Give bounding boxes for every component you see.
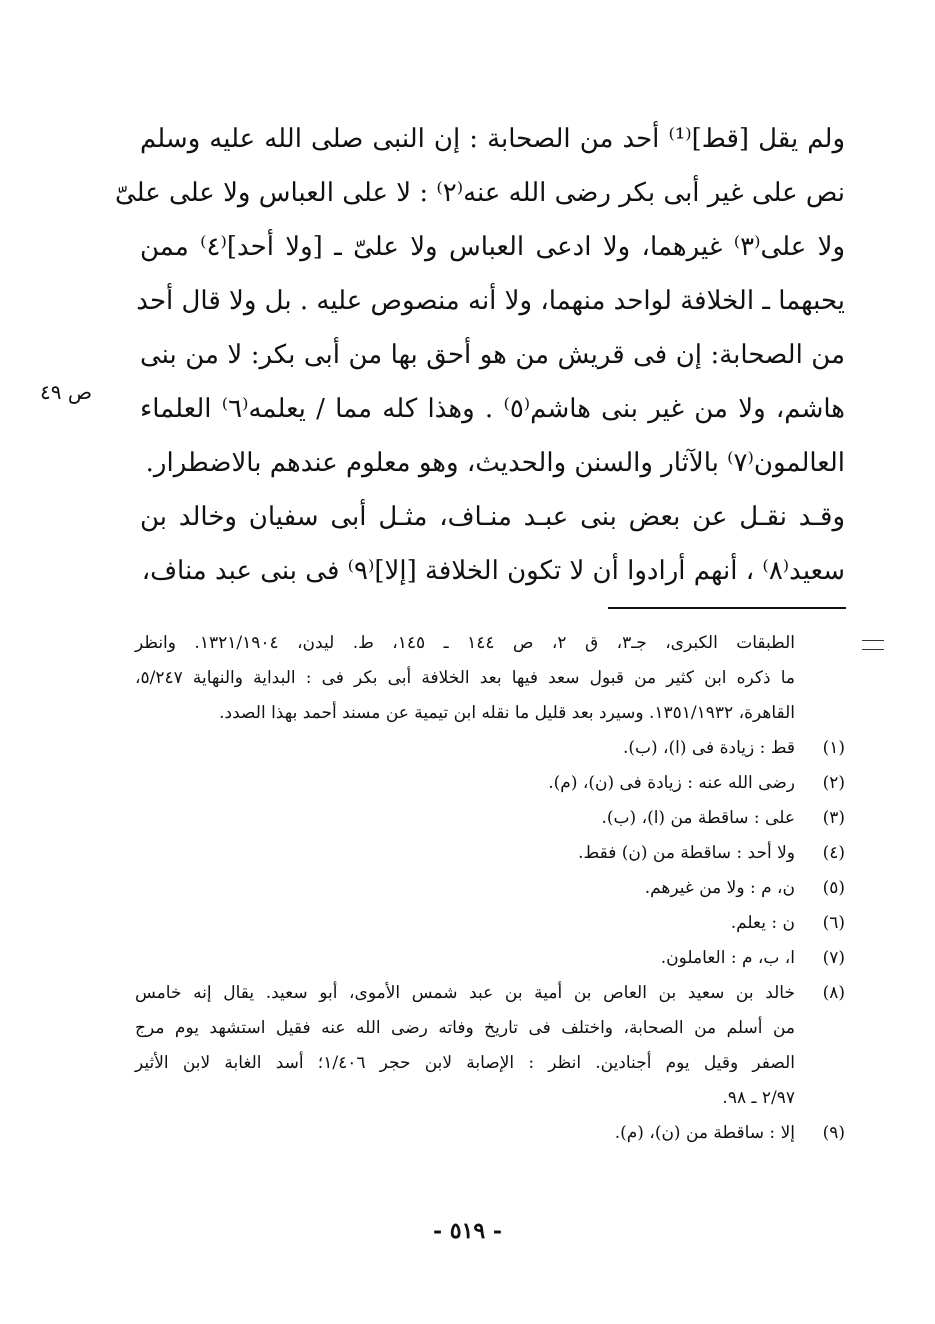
footnote-number: (٩) [822, 1123, 845, 1143]
footnote-text: ٢/٩٧ ـ ٩٨. [722, 1088, 795, 1108]
footnote-number: (١) [822, 738, 845, 758]
footnote-item [135, 871, 845, 906]
footnote-item [135, 1116, 845, 1151]
footnote-number: (٨) [822, 983, 845, 1003]
footnote-item [135, 941, 845, 976]
footnote-text: ولا أحد : ساقطة من (ن) فقط. [578, 843, 795, 863]
footnote-text: من أسلم من الصحابة، واختلف فى تاريخ وفاته رضى الله عنه فقيل استشهد يوم مرج [135, 1018, 795, 1038]
footnotes-section [135, 626, 845, 1151]
footnote-text: الصفر وقيل يوم أجنادين. انظر : الإصابة لابن حجر ١/٤٠٦؛ أسد الغابة لابن الأثير [135, 1053, 795, 1073]
footnote-text: خالد بن سعيد بن العاص بن أمية بن عبد شمس الأموى، أبو سعيد. يقال إنه خامس [135, 983, 795, 1003]
footnote-number: (٢) [822, 773, 845, 793]
source-note-line: الطبقات الكبرى، جـ٣، ق ٢، ص ١٤٤ ـ ١٤٥، ط. ليدن، ١٣٢١/١٩٠٤. وانظر [135, 633, 796, 653]
equals-marker [862, 640, 884, 650]
footnote-item [135, 731, 845, 766]
body-line: سعيد⁽٨⁾ ، أنهم أرادوا أن لا تكون الخلافة [إلا]⁽٩⁾ فى بنى عبد مناف، [141, 556, 845, 586]
body-line: وقـد نقـل عن بعض بنى عبـد منـاف، مثـل أبى سفيان وخالد بن [140, 502, 845, 532]
footnote-number: (٦) [822, 913, 845, 933]
source-note-line: القاهرة، ١٣٥١/١٩٣٢. وسيرد بعد قليل ما نقله ابن تيمية عن مسند أحمد بهذا الصدد. [219, 703, 795, 723]
source-note [135, 626, 845, 731]
margin-page-reference: ص ٤٩ [40, 380, 93, 404]
footnote-item [135, 976, 845, 1116]
footnote-item [135, 801, 845, 836]
footnote-separator-rule [608, 607, 846, 609]
footnote-number: (٣) [822, 808, 845, 828]
footnote-text: قط : زيادة فى (ا)، (ب). [622, 738, 795, 758]
page-number: - ٥١٩ - [432, 1218, 503, 1244]
footnote-text: إلا : ساقطة من (ن)، (م). [614, 1123, 795, 1143]
body-line: ولا على⁽٣⁾ غيرهما، ولا ادعى العباس ولا علىّ ـ [ولا أحد]⁽٤⁾ ممن [140, 232, 845, 262]
footnote-number: (٤) [822, 843, 845, 863]
body-line: ولم يقل [قط]⁽¹⁾ أحد من الصحابة : إن النبى صلى الله عليه وسلم [140, 124, 846, 154]
main-body-text [114, 112, 846, 598]
body-line: يحبهما ـ الخلافة لواحد منهما، ولا أنه منصوص عليه . بل ولا قال أحد [136, 286, 845, 316]
footnote-number: (٧) [822, 948, 845, 968]
footnote-item [135, 906, 845, 941]
body-line: هاشم، ولا من غير بنى هاشم⁽٥⁾ . وهذا كله مما / يعلمه⁽٦⁾ العلماء [140, 394, 846, 424]
footnote-text: على : ساقطة من (ا)، (ب). [601, 808, 795, 828]
footnote-text: رضى الله عنه : زيادة فى (ن)، (م). [548, 773, 795, 793]
body-line: العالمون⁽٧⁾ بالآثار والسنن والحديث، وهو معلوم عندهم بالاضطرار. [145, 448, 845, 478]
footnote-item [135, 766, 845, 801]
footnote-item [135, 836, 845, 871]
footnote-text: ا، ب، م : العاملون. [660, 948, 795, 968]
source-note-line: ما ذكره ابن كثير من قبول سعد فيها بعد الخلافة أبى بكر فى : البداية والنهاية ٥/٢٤٧، [135, 668, 795, 688]
footnote-text: ن، م : ولا من غيرهم. [644, 878, 795, 898]
footnote-number: (٥) [822, 878, 845, 898]
footnote-text: ن : يعلم. [730, 913, 795, 933]
body-line: من الصحابة: إن فى قريش من هو أحق بها من أبى بكر: لا من بنى [140, 340, 845, 370]
body-line: نص على غير أبى بكر رضى الله عنه⁽٢⁾ : لا على العباس ولا على علىّ [114, 178, 845, 208]
